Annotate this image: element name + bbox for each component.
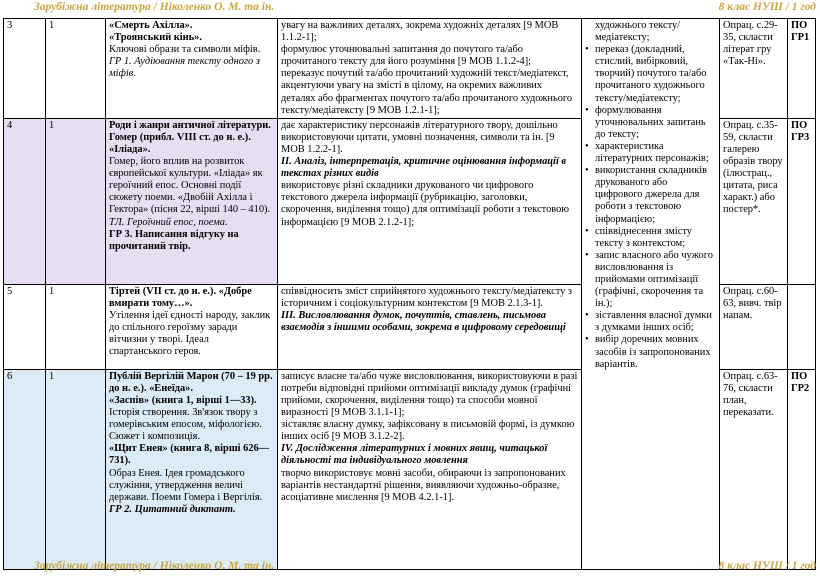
topic-text: ГР 3. Написання відгуку на прочитаний твір.: [109, 228, 239, 252]
topic-text: Історія створення. Зв'язок твору з гомерівським епосом, міфологією. Сюжет і композиція.: [109, 407, 262, 443]
homework-cell: Опрац. с.29-35, скласти літерат гру «Так-Ні».: [720, 19, 788, 119]
result-text: увагу на важливих деталях, зокрема художніх деталях [9 МОВ 1.1.2-1];: [281, 20, 559, 44]
topic-text: Публій Вергілій Марон (70 – 19 рр. до н. е.). «Енеїда».: [109, 370, 273, 394]
lesson-topic: [106, 19, 278, 119]
homework-cell: Опрац. с.63-76, скласти план, переказати.: [720, 369, 788, 569]
result-text: переказує почутий та/або прочитаний художній текст/медіатекст, акцентуючи увагу на змісті в цілому, на окремих важливих деталях або фрагментах почутого та/або прочитаного художнього тексту/медіатексту [9 МОВ 1.2.1-1];: [281, 68, 573, 116]
page-footer: [34, 560, 816, 576]
result-text: зіставляє власну думку, зафіксовану в письмовій формі, із думкою інших осіб [9 МОВ 3.1.2-2].: [281, 419, 575, 443]
topic-text: «Смерть Ахілла».: [109, 20, 193, 31]
assessment-code: ПО ГР2: [788, 369, 816, 569]
result-text: співвідносить зміст сприйнятого художнього тексту/медіатексту з історичним і соціокультурним контекстом [9 МОВ 2.1.3-1].: [281, 285, 572, 309]
list-item: художнього тексту/медіатексту;: [595, 20, 681, 44]
result-text: використовує різні складники друкованого чи цифрового текстового джерела інформації (рубрикацію, заголовки, скорочення, виділення тощо) для оптимізації роботи з текстовою інформацією [9 МОВ 2.1.2-1];: [281, 180, 570, 228]
topic-text: Гомер, його вплив на розвиток європейської культури. «Іліада» як героїчний епос. Основні події сюжету поеми. «Двобій Ахілла і Гектора» (пісня 22, вірші 140 – 410).: [109, 156, 271, 216]
result-text: творчо використовує мовні засоби, обираючи із запропонованих варіантів нестандартні рішення, виявляючи художньо-образне, асоціативне мислення [9 МОВ 4.2.1-1].: [281, 467, 566, 503]
list-item: • співвіднесення змісту тексту з контекстом;: [585, 226, 716, 250]
list-item: • характеристика літературних персонажів;: [585, 141, 716, 165]
page-header: [34, 1, 816, 17]
result-text: дає характеристику персонажів літературного твору, дошільно використовуючи цитати, умовні позначення, символи та ін. [9 МОВ 1.2.2-1].: [281, 119, 558, 155]
list-item: • формулювання уточнювальних запитань до тексту;: [585, 105, 716, 141]
list-item: • вибір доречних мовних засобів із запропонованих варіантів.: [585, 334, 716, 370]
lesson-hours: 1: [46, 284, 106, 369]
homework-cell: Опрац. с.35-59, скласти галерею образів твору (ілюстрац., цитата, риса характ.) або постер*.: [720, 118, 788, 284]
lesson-topic: [106, 118, 278, 284]
lesson-hours: 1: [46, 118, 106, 284]
result-text: IV. Дослідження літературних і мовних явищ, читацької діяльності та індивідуального мовлення: [281, 443, 548, 467]
lesson-hours: 1: [46, 19, 106, 119]
footer-right: 8 клас НУШ / 1 год: [718, 560, 816, 572]
lesson-number: 6: [4, 369, 46, 569]
topic-text: Роди і жанри античної літератури. Гомер (прибл. VIII ст. до н. е.). «Іліада».: [109, 119, 271, 155]
lesson-plan-table: [3, 18, 816, 570]
header-left: Зарубіжна література / Ніколенко О. М. та ін.: [34, 1, 275, 13]
list-item: • зіставлення власної думки з думками інших осіб;: [585, 310, 716, 334]
topic-text: «Троянський кінь».: [109, 32, 202, 44]
homework-cell: Опрац. с.60-63, вивч. твір напам.: [720, 284, 788, 369]
topic-text: «Заспів» (книга 1, вірші 1—33).: [109, 394, 257, 406]
lesson-topic: [106, 284, 278, 369]
topic-text: Образ Енея. Ідея громадського служіння, утвердження величі держави. Поеми Гомера і Вергілія.: [109, 467, 263, 503]
topic-text: Тіртей (VII ст. до н. е.). «Добре вмирати тому…».: [109, 285, 252, 309]
lesson-number: 4: [4, 118, 46, 284]
learning-results: [278, 284, 582, 369]
topic-text: ГР 2. Цитатний диктант.: [109, 503, 236, 515]
assessment-code: [788, 284, 816, 369]
assessment-code: ПО ГР1: [788, 19, 816, 119]
topic-text: ГР 1. Аудіювання тексту одного з міфів.: [109, 56, 260, 80]
topic-text: «Щит Енея» (книга 8, вірші 626—731).: [109, 443, 270, 467]
activities-cell: [582, 19, 720, 570]
lesson-hours: 1: [46, 369, 106, 569]
list-item: • запис власного або чужого висловлювання із прийомами оптимізації (графічні, скорочення та ін.);: [585, 250, 716, 310]
result-text: записує власне та/або чуже висловлювання, використовуючи в разі потреби відповідні прийоми оптимізації викладу думок (графічні прийоми, скорочення, виділення тощо) та способи мовної виразності [9 МОВ 3.1.1-1];: [281, 370, 578, 419]
footer-left: Зарубіжна література / Ніколенко О. М. та ін.: [34, 560, 275, 572]
topic-text: ТЛ. Героїчний епос, поема.: [109, 216, 228, 228]
learning-results: [278, 369, 582, 569]
result-text: формулює уточнювальні запитання до почутого та/або прочитаного тексту для його розуміння [9 МОВ 1.1.2-4];: [281, 44, 532, 68]
result-text: ІІІ. Висловлювання думок, почуттів, ставлень, письмова взаємодія з іншими особами, зокрема в цифровому середовищі: [281, 309, 566, 334]
learning-results: [278, 19, 582, 119]
topic-text: Ключові образи та символи міфів.: [109, 44, 261, 56]
learning-results: [278, 118, 582, 284]
table-row: [4, 19, 816, 119]
result-text: ІІ. Аналіз, інтерпретація, критичне оцінювання інформації в текстах різних видів: [281, 156, 567, 180]
topic-text: Утілення ідеї єдності народу, заклик до спільного героїзму заради вітчизни у творі. Ідеал спартанського героя.: [109, 309, 271, 358]
header-right: 8 клас НУШ / 1 год: [718, 1, 816, 13]
activities-list: [585, 20, 716, 371]
lesson-number: 5: [4, 284, 46, 369]
assessment-code: ПО ГР3: [788, 118, 816, 284]
lesson-topic: [106, 369, 278, 569]
list-item: • використання складників друкованого або цифрового джерела для роботи з текстовою інформацією;: [585, 165, 716, 225]
list-item: • переказ (докладний, стислий, вибірковий, творчий) почутого та/або прочитаного художнього тексту/медіатексту;: [585, 44, 716, 104]
lesson-number: 3: [4, 19, 46, 119]
